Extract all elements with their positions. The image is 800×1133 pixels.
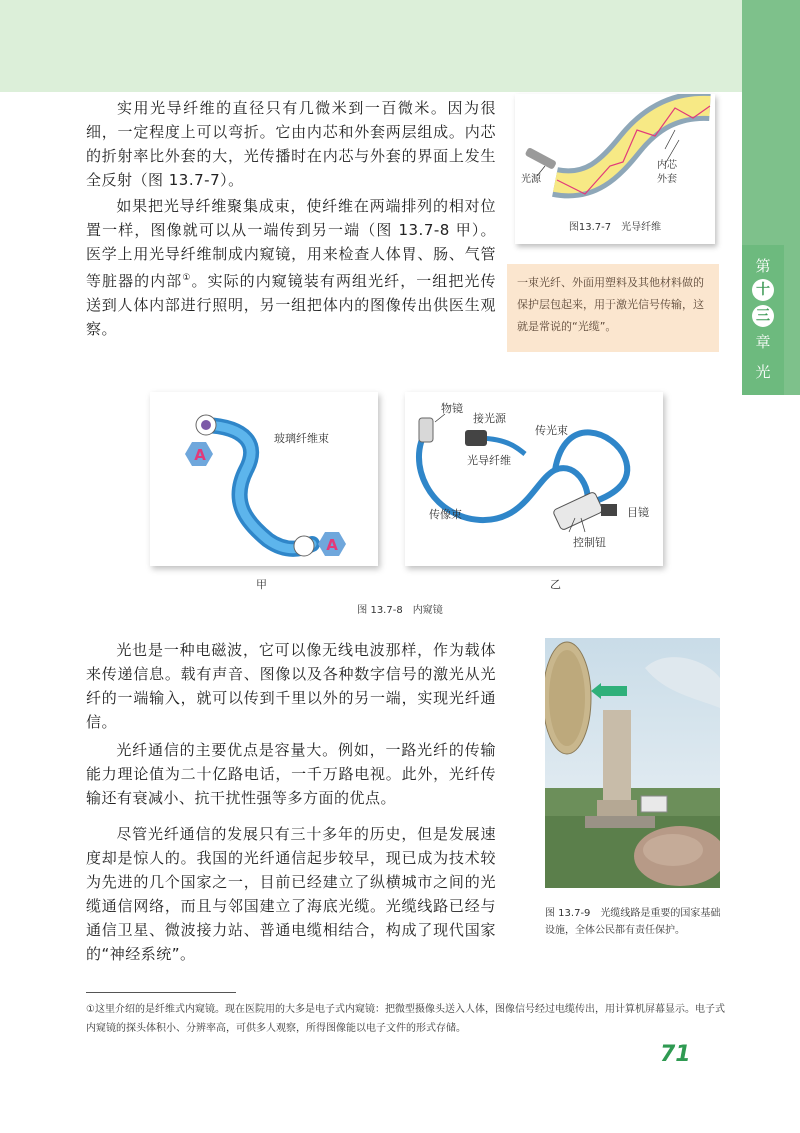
chapter-suffix: 章 <box>755 333 771 351</box>
figure-optical-fiber <box>515 94 715 244</box>
endoscope-diagram <box>405 392 663 566</box>
cable-marker-illustration <box>545 638 720 888</box>
page-number: 71 <box>660 1042 691 1067</box>
label-objective-lens: 物镜 <box>441 402 463 415</box>
side-note-box <box>507 264 719 352</box>
figure-endoscope-a <box>150 392 378 566</box>
label-glass-fiber-bundle: 玻璃纤维束 <box>274 432 329 445</box>
paragraph-1-text: 实用光导纤维的直径只有几微米到一百微米。因为很细，一定程度上可以弯折。它由内芯和外套两层组成。内芯的折射率比外套的大，光传播时在内芯与外套的界面上发生全反射（图 13.7-7）。 <box>86 99 496 189</box>
paragraph-2 <box>86 194 496 341</box>
figure-caption-13-7-8: 图 13.7-8 内窥镜 <box>357 605 443 616</box>
glyph-a-output: A <box>326 536 338 554</box>
label-to-light-source: 接光源 <box>473 412 506 425</box>
paragraph-4-text: 光纤通信的主要优点是容量大。例如，一路光纤的传输能力理论值为二十亿路电话，一千万路电视。此外，光纤传输还有衰减小、抗干扰性强等多方面的优点。 <box>86 741 496 807</box>
chapter-side-tab <box>742 0 800 395</box>
paragraph-1 <box>86 96 496 192</box>
chapter-title: 光 <box>755 363 771 381</box>
footnote-marker[interactable]: ① <box>182 273 192 283</box>
glyph-a-input: A <box>194 446 206 464</box>
footnote: ①这里介绍的是纤维式内窥镜。现在医院用的大多是电子式内窥镜：把微型摄像头送入人体，图像信号经过电缆传出，用计算机屏幕显示。电子式内窥镜的探头体积小、分辨率高，可供多人观察，所得图像能以电子文件的形式存储。 <box>86 1004 725 1034</box>
label-core: 内芯 <box>657 160 677 171</box>
paragraph-3-text: 光也是一种电磁波，它可以像无线电波那样，作为载体来传递信息。载有声音、图像以及各种数字信号的激光从光纤的一端输入，就可以传到千里以外的另一端，实现光纤通信。 <box>86 641 496 731</box>
label-optical-fiber: 光导纤维 <box>467 454 511 467</box>
paragraph-5-text: 尽管光纤通信的发展只有三十多年的历史，但是发展速度却是惊人的。我国的光纤通信起步较早，现已成为技术较为先进的几个国家之一，目前已经建立了纵横城市之间的光缆通信网络，而且与邻国建立了海底光缆。光缆线路已经与通信卫星、微波接力站、普通电缆相结合，构成了现代国家的“神经系统”。 <box>86 825 496 963</box>
figure-part-a-label: 甲 <box>256 578 267 591</box>
paragraph-2-text-a: 如果把光导纤维聚集成束，使纤维在两端排列的相对位置一样，图像就可以从一端传到另一端（图 13.7-8 甲）。医学上用光导纤维制成内窥镜，用来检查人体胃、肠、气管等脏器的内部 <box>86 197 496 290</box>
side-note-text: 一束光纤、外面用塑料及其他材料做的保护层包起来，用于激光信号传输，这就是常说的“光缆”。 <box>517 276 704 333</box>
optical-fiber-diagram <box>515 94 715 214</box>
footnote-divider <box>86 992 236 993</box>
label-control-knob: 控制钮 <box>573 536 606 549</box>
chapter-prefix: 第 <box>755 257 771 275</box>
chapter-number-2: 三 <box>752 305 774 327</box>
photo-cable-marker <box>545 638 720 888</box>
label-image-beam: 传像束 <box>429 508 462 521</box>
figure-caption-13-7-7: 图13.7-7 光导纤维 <box>568 222 662 233</box>
paragraph-4 <box>86 738 496 810</box>
paragraph-3 <box>86 638 496 734</box>
paragraph-5 <box>86 822 496 966</box>
figure-endoscope-b <box>405 392 663 566</box>
label-light-source: 光源 <box>521 174 541 185</box>
figure-part-b-label: 乙 <box>550 578 561 591</box>
fiber-bundle-diagram <box>150 392 378 566</box>
header-band <box>0 0 742 92</box>
label-cladding: 外套 <box>657 174 677 185</box>
chapter-tab-inner <box>742 245 784 395</box>
figure-caption-13-7-9: 图 13.7-9 光缆线路是重要的国家基础设施，全体公民都有责任保护。 <box>545 908 721 936</box>
label-eyepiece: 目镜 <box>627 506 649 519</box>
chapter-number-1: 十 <box>752 279 774 301</box>
label-light-beam: 传光束 <box>535 424 568 437</box>
paragraph-2-text-b: 。实际的内窥镜装有两组光纤，一组把光传送到人体内部进行照明，另一组把体内的图像传出供医生观察。 <box>86 272 496 338</box>
